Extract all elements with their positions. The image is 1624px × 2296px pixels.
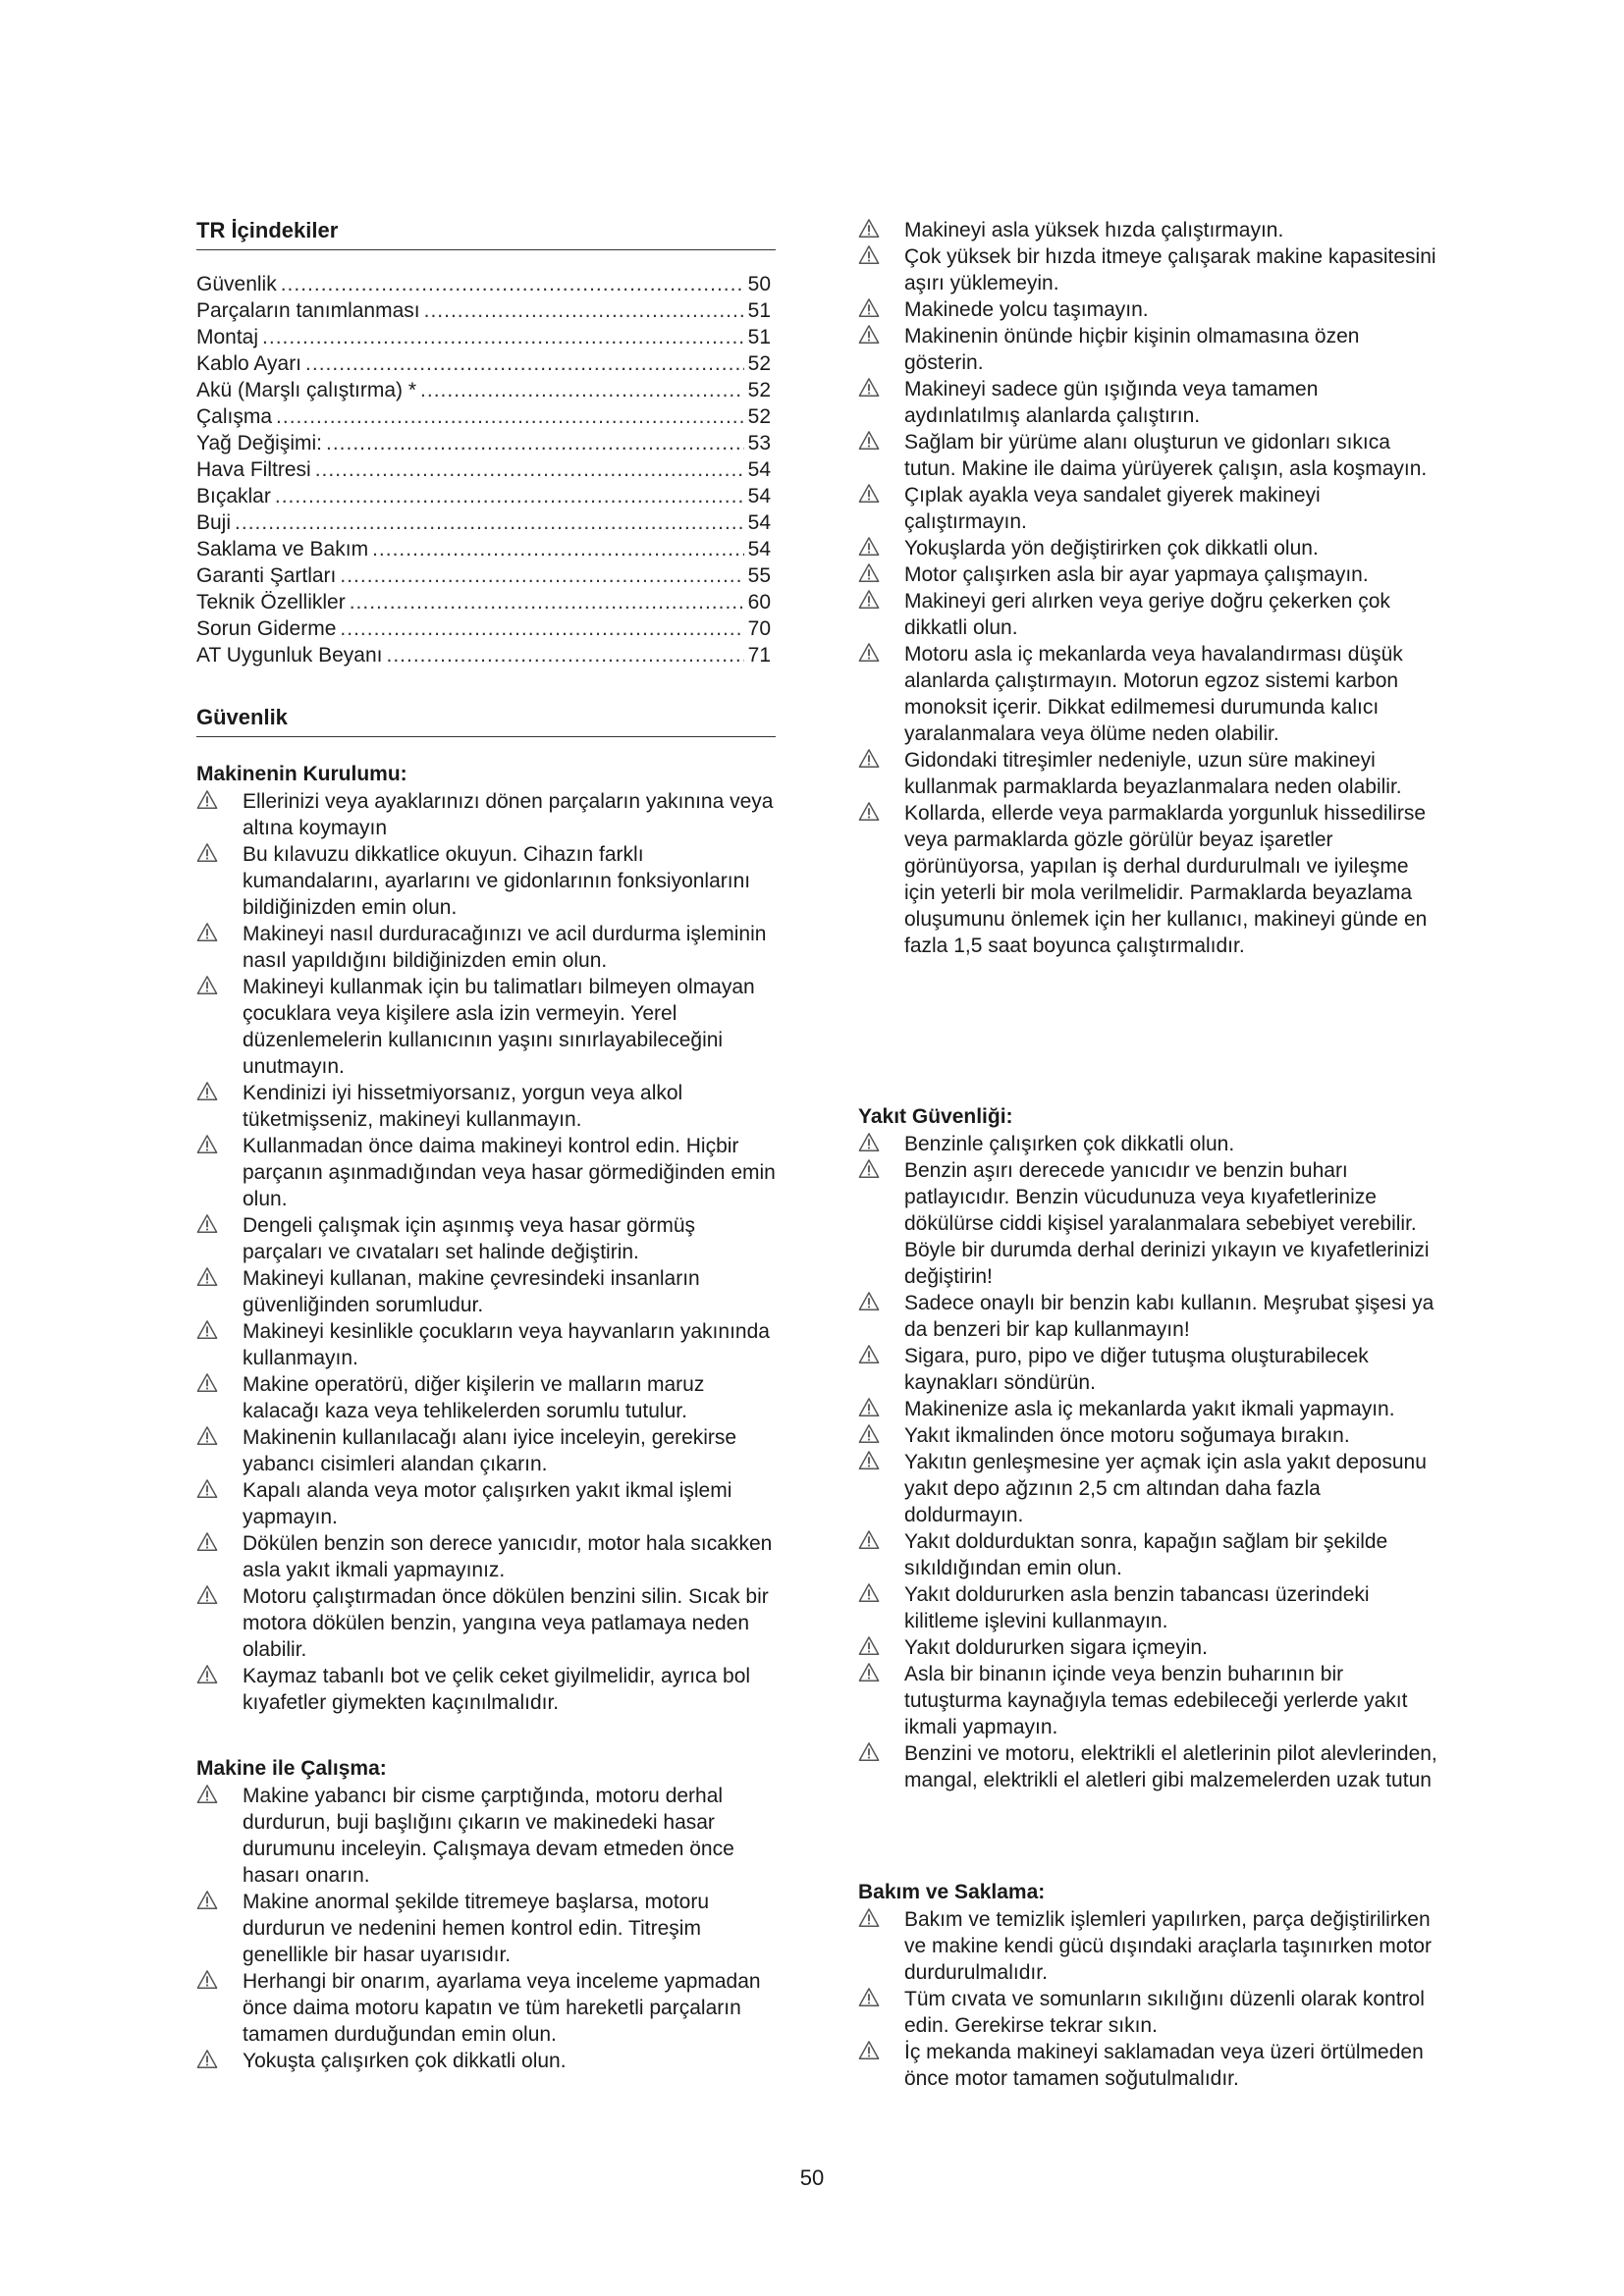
warning-triangle-icon — [858, 297, 880, 319]
toc-row — [196, 377, 771, 403]
warning-item — [858, 1343, 1437, 1396]
warning-item — [196, 974, 776, 1080]
warning-triangle-icon — [858, 430, 880, 452]
toc-label: Akü (Marşlı çalıştırma) * — [196, 379, 417, 401]
working-section — [196, 1755, 776, 2074]
warning-triangle-icon — [858, 1741, 880, 1763]
toc-page-number: 50 — [747, 273, 771, 295]
warning-triangle-icon — [196, 975, 218, 996]
warning-item — [858, 1986, 1437, 2039]
warning-text: Benzinle çalışırken çok dikkatli olun. — [904, 1133, 1235, 1155]
warning-text: Yakıt doldururken asla benzin tabancası üzerindeki kilitleme işlevini kullanmayın. — [904, 1583, 1370, 1632]
warning-text: Yakıt ikmalinden önce motoru soğumaya bırakın. — [904, 1424, 1350, 1447]
warning-text: Makineyi nasıl durduracağınızı ve acil durdurma işleminin nasıl yapıldığını bildiğinizden emin olun. — [243, 923, 767, 972]
working-continued-section — [858, 217, 1437, 959]
warning-item — [196, 1080, 776, 1133]
toc-label: Teknik Özellikler — [196, 591, 346, 614]
warning-text: Makineyi asla yüksek hızda çalıştırmayın. — [904, 219, 1284, 241]
warning-text: Yakıt doldurduktan sonra, kapağın sağlam bir şekilde sıkıldığından emin olun. — [904, 1530, 1388, 1579]
toc-label: Garanti Şartları — [196, 564, 337, 587]
working-heading: Makine ile Çalışma: — [196, 1757, 387, 1780]
toc-leader-dots — [281, 271, 744, 297]
warning-text: Makineyi geri alırken veya geriye doğru çekerken çok dikkatli olun. — [904, 590, 1390, 639]
toc-row — [196, 483, 771, 509]
warning-triangle-icon — [196, 922, 218, 943]
warning-text: Makine operatörü, diğer kişilerin ve malların maruz kalacağı kaza veya tehlikelerden sorumlu tutulur. — [243, 1373, 705, 1422]
warning-triangle-icon — [196, 842, 218, 864]
warning-item — [196, 1530, 776, 1583]
warning-item — [196, 2048, 776, 2074]
warning-triangle-icon — [858, 1291, 880, 1312]
warning-item — [858, 1131, 1437, 1157]
toc-page-number: 54 — [747, 485, 771, 507]
toc-label: Kablo Ayarı — [196, 352, 302, 375]
warning-triangle-icon — [858, 1987, 880, 2008]
toc-leader-dots — [276, 403, 744, 430]
warning-item — [858, 561, 1437, 588]
warning-triangle-icon — [858, 1582, 880, 1604]
toc-label: Montaj — [196, 326, 259, 348]
warning-text: Gidondaki titreşimler nedeniyle, uzun süre makineyi kullanmak parmaklarda beyazlanmalara neden olabilir. — [904, 749, 1402, 798]
toc-page-number: 54 — [747, 538, 771, 561]
toc-label: Güvenlik — [196, 273, 277, 295]
warning-text: Dengeli çalışmak için aşınmış veya hasar görmüş parçaları ve cıvataları set halinde değiştirin. — [243, 1214, 696, 1263]
toc-page-number: 60 — [747, 591, 771, 614]
table-of-contents — [196, 271, 771, 668]
toc-leader-dots — [350, 589, 744, 615]
warning-item — [858, 1449, 1437, 1528]
warning-triangle-icon — [858, 1529, 880, 1551]
warning-item — [196, 1212, 776, 1265]
toc-label: Hava Filtresi — [196, 458, 311, 481]
warning-triangle-icon — [196, 1664, 218, 1685]
warning-triangle-icon — [858, 1635, 880, 1657]
warning-text: Kullanmadan önce daima makineyi kontrol edin. Hiçbir parçanın aşınmadığından veya hasar görmediğinden emin olun. — [243, 1135, 776, 1210]
warning-item — [196, 788, 776, 841]
toc-leader-dots — [305, 350, 744, 377]
warning-triangle-icon — [858, 589, 880, 611]
warning-item — [196, 1783, 776, 1889]
warning-item — [196, 1583, 776, 1663]
warning-item — [196, 1318, 776, 1371]
warning-triangle-icon — [858, 801, 880, 823]
warning-text: Makineyi kesinlikle çocukların veya hayvanların yakınında kullanmayın. — [243, 1320, 770, 1369]
warning-item — [196, 1889, 776, 1968]
toc-label: Yağ Değişimi: — [196, 432, 322, 454]
warning-triangle-icon — [196, 789, 218, 811]
warning-text: Ellerinizi veya ayaklarınızı dönen parçaların yakınına veya altına koymayın — [243, 790, 774, 839]
warning-text: Kapalı alanda veya motor çalışırken yakıt ikmal işlemi yapmayın. — [243, 1479, 732, 1528]
warning-triangle-icon — [858, 1907, 880, 1929]
warning-item — [858, 588, 1437, 641]
warning-item — [858, 1634, 1437, 1661]
warning-item — [858, 747, 1437, 800]
warning-triangle-icon — [196, 1372, 218, 1394]
warning-triangle-icon — [858, 324, 880, 346]
setup-section — [196, 761, 776, 1716]
warning-text: Çıplak ayakla veya sandalet giyerek makineyi çalıştırmayın. — [904, 484, 1321, 533]
warning-triangle-icon — [196, 1969, 218, 1991]
maintenance-section — [858, 1879, 1437, 2092]
toc-label: Sorun Giderme — [196, 617, 337, 640]
warning-item — [858, 1396, 1437, 1422]
setup-heading: Makinenin Kurulumu: — [196, 763, 407, 785]
toc-row — [196, 509, 771, 536]
toc-row — [196, 350, 771, 377]
toc-page-number: 71 — [747, 644, 771, 667]
toc-row — [196, 297, 771, 324]
toc-leader-dots — [420, 377, 744, 403]
warning-triangle-icon — [858, 377, 880, 399]
toc-label: AT Uygunluk Beyanı — [196, 644, 383, 667]
warning-item — [196, 1968, 776, 2048]
working-continued-list — [858, 217, 1437, 959]
warning-text: Makinenin önünde hiçbir kişinin olmamasına özen gösterin. — [904, 325, 1360, 374]
warning-triangle-icon — [196, 1784, 218, 1805]
warning-item — [196, 1663, 776, 1716]
warning-triangle-icon — [196, 1266, 218, 1288]
warning-text: Makinede yolcu taşımayın. — [904, 298, 1149, 321]
warning-item — [196, 921, 776, 974]
toc-row — [196, 615, 771, 642]
warning-text: Sağlam bir yürüme alanı oluşturun ve gidonları sıkıca tutun. Makine ile daima yürüyerek çalışın, asla koşmayın. — [904, 431, 1428, 480]
toc-row — [196, 430, 771, 456]
warning-text: İç mekanda makineyi saklamadan veya üzeri örtülmeden önce motor tamamen soğutulmalıdır. — [904, 2041, 1424, 2090]
warning-item — [858, 1661, 1437, 1740]
warning-text: Sadece onaylı bir benzin kabı kullanın. Meşrubat şişesi ya da benzeri bir kap kullanmayın! — [904, 1292, 1435, 1341]
toc-row — [196, 536, 771, 562]
warning-item — [858, 376, 1437, 429]
warning-triangle-icon — [858, 642, 880, 664]
warning-item — [858, 1157, 1437, 1290]
toc-label: Bıçaklar — [196, 485, 271, 507]
toc-label: Buji — [196, 511, 232, 534]
maintenance-list — [858, 1906, 1437, 2092]
warning-triangle-icon — [196, 2049, 218, 2070]
warning-text: Asla bir binanın içinde veya benzin buharının bir tutuşturma kaynağıyla temas edebileceği yerlerde yakıt ikmali yapmayın. — [904, 1663, 1408, 1738]
warning-triangle-icon — [858, 483, 880, 505]
toc-leader-dots — [340, 562, 743, 589]
warning-text: Motoru çalıştırmadan önce dökülen benzini silin. Sıcak bir motora dökülen benzin, yangına veya patlamaya neden olabilir. — [243, 1585, 769, 1661]
warning-triangle-icon — [858, 1397, 880, 1418]
warning-text: Yokuşta çalışırken çok dikkatli olun. — [243, 2050, 567, 2072]
warning-triangle-icon — [196, 1081, 218, 1102]
toc-label: Saklama ve Bakım — [196, 538, 369, 561]
warning-item — [196, 1371, 776, 1424]
fuel-heading: Yakıt Güvenliği: — [858, 1105, 1013, 1128]
warning-item — [858, 641, 1437, 747]
warning-text: Makine anormal şekilde titremeye başlarsa, motoru durdurun ve nedenini hemen kontrol edin. Titreşim genellikle bir hasar uyarısıdır. — [243, 1891, 710, 1966]
warning-text: Herhangi bir onarım, ayarlama veya inceleme yapmadan önce daima motoru kapatın ve tüm hareketli parçaların tamamen durduğundan emin olun. — [243, 1970, 761, 2046]
toc-page-number: 54 — [747, 511, 771, 534]
warning-triangle-icon — [858, 536, 880, 558]
warning-text: Kollarda, ellerde veya parmaklarda yorgunluk hissedilirse veya parmaklarda gözle görülür beyaz işaretler görünüyorsa, yapılan iş derhal durdurulmalı ve iyileşme için yeterli bir mola verilmelidir. Parmaklarda beyazlama oluşumunu önlemek için her kullanıcı, makineyi günde en fazla 1,5 saat boyunca çalıştırmalıdır. — [904, 802, 1428, 957]
warning-text: Benzin aşırı derecede yanıcıdır ve benzin buharı patlayıcıdır. Benzin vücudunuza veya kıyafetlerinize dökülürse ciddi kişisel yaralanmalara sebebiyet verebilir. Böyle bir durumda derhal derinizi yıkayın ve kıyafetlerinizi değiştirin! — [904, 1159, 1430, 1288]
toc-leader-dots — [315, 456, 744, 483]
warning-triangle-icon — [858, 1132, 880, 1153]
warning-item — [858, 1581, 1437, 1634]
warning-item — [858, 1740, 1437, 1793]
toc-leader-dots — [235, 509, 744, 536]
warning-triangle-icon — [196, 1425, 218, 1447]
warning-text: Benzini ve motoru, elektrikli el aletlerinin pilot alevlerinden, mangal, elektrikli el aletleri gibi malzemelerden uzak tutun — [904, 1742, 1437, 1791]
warning-triangle-icon — [858, 1423, 880, 1445]
warning-text: Yokuşlarda yön değiştirirken çok dikkatli olun. — [904, 537, 1319, 560]
warning-text: Dökülen benzin son derece yanıcıdır, motor hala sıcakken asla yakıt ikmali yapmayınız. — [243, 1532, 773, 1581]
warning-text: Bakım ve temizlik işlemleri yapılırken, parça değiştirilirken ve makine kendi gücü dışındaki araçlarla taşınırken motor durdurulmalıdır. — [904, 1908, 1432, 1984]
toc-leader-dots — [326, 430, 744, 456]
warning-text: Yakıtın genleşmesine yer açmak için asla yakıt deposunu yakıt depo ağzının 2,5 cm altından daha fazla doldurmayın. — [904, 1451, 1427, 1526]
toc-row — [196, 403, 771, 430]
warning-text: Yakıt doldururken sigara içmeyin. — [904, 1636, 1208, 1659]
toc-page-number: 52 — [747, 379, 771, 401]
working-list — [196, 1783, 776, 2074]
toc-row — [196, 324, 771, 350]
warning-triangle-icon — [858, 1158, 880, 1180]
toc-leader-dots — [387, 642, 744, 668]
toc-row — [196, 589, 771, 615]
warning-item — [196, 1133, 776, 1212]
warning-text: Bu kılavuzu dikkatlice okuyun. Cihazın farklı kumandalarını, ayarlarını ve gidonlarının fonksiyonlarını bildiğinizden emin olun. — [243, 843, 751, 919]
toc-page-number: 53 — [747, 432, 771, 454]
warning-item — [196, 1424, 776, 1477]
toc-page-number: 70 — [747, 617, 771, 640]
warning-item — [858, 429, 1437, 482]
toc-leader-dots — [262, 324, 744, 350]
fuel-list — [858, 1131, 1437, 1793]
warning-text: Makineyi kullanmak için bu talimatları bilmeyen olmayan çocuklara veya kişilere asla izin vermeyin. Yerel düzenlemelerin kullanıcının yaşını sınırlayabileceğini unutmayın. — [243, 976, 755, 1078]
warning-text: Makinenin kullanılacağı alanı iyice inceleyin, gerekirse yabancı cisimleri alandan çıkarın. — [243, 1426, 737, 1475]
warning-item — [858, 1906, 1437, 1986]
warning-triangle-icon — [196, 1478, 218, 1500]
warning-text: Motoru asla iç mekanlarda veya havalandırması düşük alanlarda çalıştırmayın. Motorun egzoz sistemi karbon monoksit içerir. Dikkat edilmemesi durumunda kalıcı yaralanmalara veya ölüme neden olabilir. — [904, 643, 1403, 745]
warning-text: Makine yabancı bir cisme çarptığında, motoru derhal durdurun, buji başlığını çıkarın ve makinedeki hasar durumunu inceleyin. Çalışmaya devam etmeden önce hasarı onarın. — [243, 1785, 734, 1887]
warning-text: Makinenize asla iç mekanlarda yakıt ikmali yapmayın. — [904, 1398, 1395, 1420]
safety-heading: Güvenlik — [196, 704, 776, 737]
warning-text: Makineyi kullanan, makine çevresindeki insanların güvenliğinden sorumludur. — [243, 1267, 700, 1316]
warning-triangle-icon — [858, 748, 880, 770]
warning-text: Tüm cıvata ve somunların sıkılığını düzenli olarak kontrol edin. Gerekirse tekrar sıkın. — [904, 1988, 1425, 2037]
warning-text: Kaymaz tabanlı bot ve çelik ceket giyilmelidir, ayrıca bol kıyafetler giymekten kaçınılmalıdır. — [243, 1665, 751, 1714]
toc-page-number: 52 — [747, 352, 771, 375]
warning-item — [858, 2039, 1437, 2092]
warning-item — [196, 1265, 776, 1318]
warning-triangle-icon — [858, 244, 880, 266]
warning-item — [858, 217, 1437, 243]
toc-leader-dots — [275, 483, 744, 509]
toc-page-number: 51 — [747, 299, 771, 322]
warning-triangle-icon — [858, 1450, 880, 1471]
toc-row — [196, 642, 771, 668]
warning-item — [858, 482, 1437, 535]
warning-triangle-icon — [196, 1531, 218, 1553]
toc-label: Parçaların tanımlanması — [196, 299, 420, 322]
fuel-section — [858, 1103, 1437, 1793]
warning-text: Kendinizi iyi hissetmiyorsanız, yorgun veya alkol tüketmişseniz, makineyi kullanmayın. — [243, 1082, 683, 1131]
warning-triangle-icon — [858, 2040, 880, 2061]
toc-row — [196, 456, 771, 483]
warning-item — [858, 1422, 1437, 1449]
warning-triangle-icon — [196, 1584, 218, 1606]
toc-page-number: 54 — [747, 458, 771, 481]
warning-triangle-icon — [196, 1134, 218, 1155]
toc-page-number: 52 — [747, 405, 771, 428]
warning-text: Makineyi sadece gün ışığında veya tamamen aydınlatılmış alanlarda çalıştırın. — [904, 378, 1319, 427]
toc-label: Çalışma — [196, 405, 273, 428]
warning-item — [858, 243, 1437, 296]
warning-text: Sigara, puro, pipo ve diğer tutuşma oluşturabilecek kaynakları söndürün. — [904, 1345, 1369, 1394]
warning-triangle-icon — [196, 1213, 218, 1235]
warning-triangle-icon — [196, 1890, 218, 1911]
warning-triangle-icon — [858, 562, 880, 584]
warning-triangle-icon — [858, 218, 880, 240]
toc-leader-dots — [372, 536, 744, 562]
toc-leader-dots — [424, 297, 744, 324]
page-number: 50 — [799, 2165, 825, 2190]
warning-item — [858, 1290, 1437, 1343]
warning-item — [858, 323, 1437, 376]
warning-triangle-icon — [858, 1344, 880, 1365]
toc-row — [196, 271, 771, 297]
warning-triangle-icon — [196, 1319, 218, 1341]
warning-item — [858, 296, 1437, 323]
maintenance-heading: Bakım ve Saklama: — [858, 1881, 1046, 1903]
toc-row — [196, 562, 771, 589]
toc-title: TR İçindekiler — [196, 217, 776, 250]
toc-page-number: 55 — [747, 564, 771, 587]
warning-item — [858, 1528, 1437, 1581]
warning-item — [858, 800, 1437, 959]
toc-leader-dots — [340, 615, 743, 642]
warning-text: Motor çalışırken asla bir ayar yapmaya çalışmayın. — [904, 563, 1369, 586]
warning-item — [858, 535, 1437, 561]
warning-text: Çok yüksek bir hızda itmeye çalışarak makine kapasitesini aşırı yüklemeyin. — [904, 245, 1436, 294]
toc-page-number: 51 — [747, 326, 771, 348]
warning-triangle-icon — [858, 1662, 880, 1683]
setup-list — [196, 788, 776, 1716]
warning-item — [196, 1477, 776, 1530]
warning-item — [196, 841, 776, 921]
